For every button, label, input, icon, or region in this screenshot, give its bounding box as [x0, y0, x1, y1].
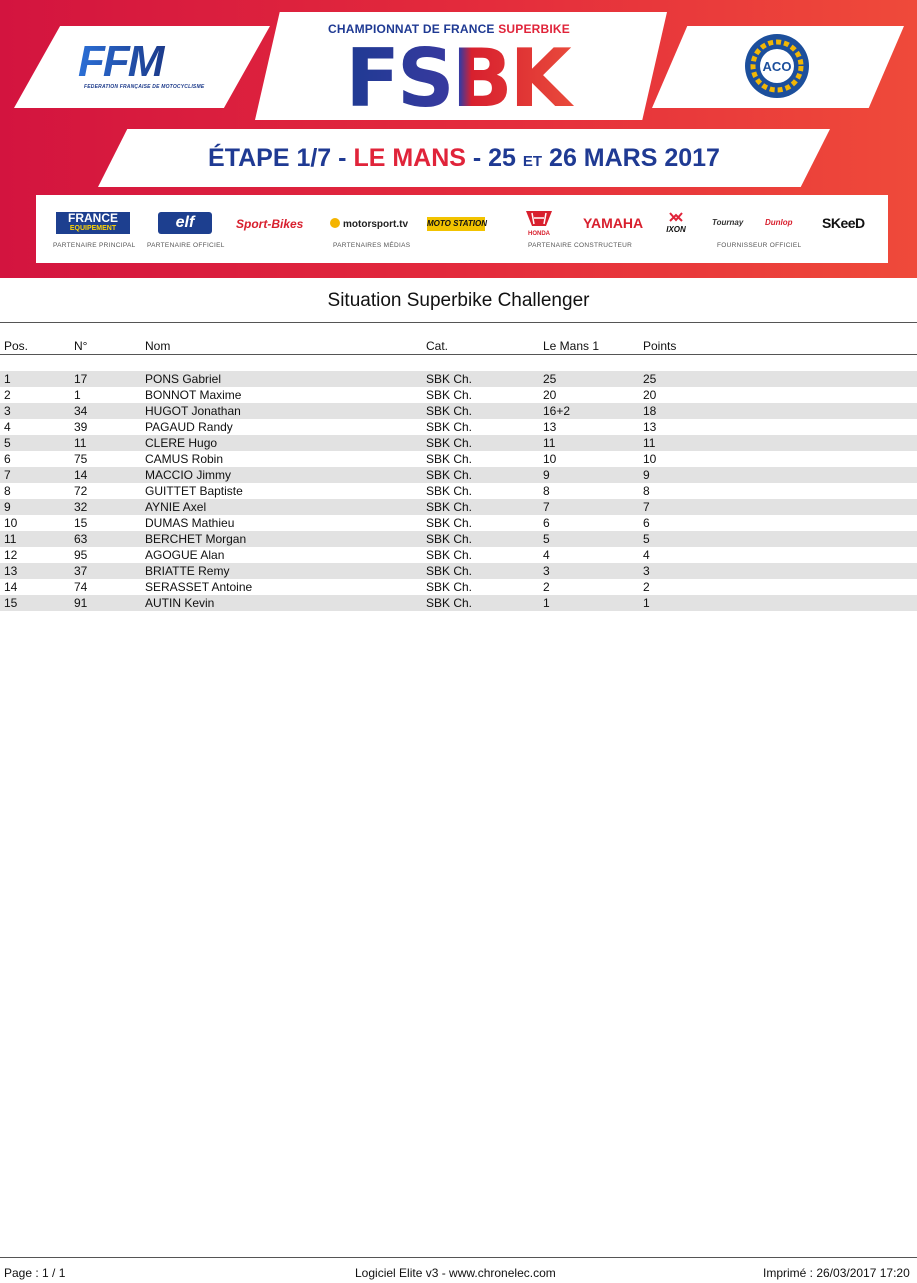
caption-medias: PARTENAIRES MÉDIAS [333, 242, 411, 249]
cell-points: 25 [643, 372, 657, 386]
cell-number: 11 [74, 436, 87, 450]
cell-points: 10 [643, 452, 657, 466]
cell-name: AYNIE Axel [145, 500, 207, 514]
cell-number: 14 [74, 468, 88, 482]
ixon-logo-text: IXON [666, 225, 686, 234]
cell-pos: 10 [4, 516, 18, 530]
moto-station-logo: MOTO STATION [427, 217, 485, 231]
cell-le-mans-1: 16+2 [543, 404, 571, 418]
skeed-logo: SKeeD [822, 215, 865, 231]
footer-printed: Imprimé : 26/03/2017 17:20 [763, 1266, 910, 1280]
cell-le-mans-1: 6 [543, 516, 550, 530]
cell-category: SBK Ch. [426, 420, 473, 434]
cell-category: SBK Ch. [426, 580, 473, 594]
cell-pos: 11 [4, 532, 17, 546]
cell-pos: 3 [4, 404, 11, 418]
table-row [0, 403, 917, 419]
cell-pos: 13 [4, 564, 18, 578]
cell-le-mans-1: 20 [543, 388, 557, 402]
cell-points: 3 [643, 564, 650, 578]
honda-logo-text: HONDA [528, 231, 550, 237]
cell-number: 37 [74, 564, 88, 578]
caption-constructeur: PARTENAIRE CONSTRUCTEUR [528, 242, 633, 249]
cell-pos: 9 [4, 500, 11, 514]
cell-points: 20 [643, 388, 657, 402]
cell-points: 9 [643, 468, 650, 482]
page-title: Situation Superbike Challenger [327, 290, 590, 311]
cell-le-mans-1: 13 [543, 420, 557, 434]
championship-highlight: SUPERBIKE [498, 22, 571, 36]
cell-name: AUTIN Kevin [145, 596, 215, 610]
cell-points: 4 [643, 548, 650, 562]
cell-points: 2 [643, 580, 650, 594]
cell-name: BERCHET Morgan [145, 532, 247, 546]
cell-number: 15 [74, 516, 88, 530]
cell-le-mans-1: 2 [543, 580, 550, 594]
cell-number: 91 [74, 596, 88, 610]
event-banner [0, 0, 917, 278]
cell-points: 7 [643, 500, 650, 514]
elf-logo: elf [158, 212, 212, 234]
cell-le-mans-1: 4 [543, 548, 550, 562]
france-equipement-logo [56, 212, 130, 234]
fsbk-logo [326, 36, 588, 110]
cell-le-mans-1: 1 [543, 596, 550, 610]
championship-title [328, 22, 570, 36]
cell-number: 1 [74, 388, 81, 402]
header-points: Points [643, 339, 677, 353]
cell-le-mans-1: 3 [543, 564, 550, 578]
cell-pos: 2 [4, 388, 11, 402]
table-row [0, 499, 917, 515]
header-rule [0, 354, 917, 355]
france-equipement-sub: EQUIPEMENT [69, 225, 117, 232]
dunlop-logo: Dunlop [765, 218, 793, 227]
cell-name: PAGAUD Randy [145, 420, 233, 434]
table-row [0, 371, 917, 387]
cell-number: 74 [74, 580, 88, 594]
cell-name: CLERE Hugo [145, 436, 218, 450]
cell-name: AGOGUE Alan [145, 548, 225, 562]
cell-name: BONNOT Maxime [145, 388, 242, 402]
ffm-logo [76, 40, 212, 82]
caption-officiel: PARTENAIRE OFFICIEL [147, 242, 225, 249]
stage-city: LE MANS [353, 144, 466, 172]
footer-rule [0, 1257, 917, 1258]
caption-fournisseur: FOURNISSEUR OFFICIEL [717, 242, 802, 249]
yamaha-logo: YAMAHA [583, 215, 644, 231]
table-row [0, 579, 917, 595]
cell-category: SBK Ch. [426, 404, 473, 418]
cell-number: 32 [74, 500, 88, 514]
cell-number: 17 [74, 372, 88, 386]
cell-points: 5 [643, 532, 650, 546]
cell-pos: 1 [4, 372, 11, 386]
cell-category: SBK Ch. [426, 388, 473, 402]
cell-points: 1 [643, 596, 650, 610]
cell-number: 63 [74, 532, 88, 546]
cell-category: SBK Ch. [426, 500, 473, 514]
stage-dates-b: 26 MARS 2017 [542, 144, 720, 172]
france-equipement-text: FRANCE [68, 211, 118, 225]
header-number: N° [74, 339, 88, 353]
stage-et: ET [522, 153, 543, 170]
cell-pos: 14 [4, 580, 18, 594]
title-rule [0, 322, 917, 323]
cell-pos: 7 [4, 468, 11, 482]
cell-points: 11 [643, 436, 656, 450]
cell-category: SBK Ch. [426, 436, 473, 450]
footer-software: Logiciel Elite v3 - www.chronelec.com [355, 1266, 556, 1280]
stage-prefix: ÉTAPE 1/7 - [208, 144, 354, 172]
cell-number: 72 [74, 484, 88, 498]
table-row [0, 515, 917, 531]
cell-le-mans-1: 9 [543, 468, 550, 482]
cell-name: CAMUS Robin [145, 452, 224, 466]
aco-logo-text: ACO [762, 59, 792, 74]
table-row [0, 547, 917, 563]
table-row [0, 483, 917, 499]
table-row [0, 419, 917, 435]
cell-pos: 15 [4, 596, 18, 610]
cell-pos: 12 [4, 548, 18, 562]
tournay-logo: Tournay [712, 218, 744, 227]
cell-points: 18 [643, 404, 657, 418]
cell-le-mans-1: 5 [543, 532, 550, 546]
motorsport-tv-text: motorsport.tv [343, 219, 408, 230]
cell-le-mans-1: 8 [543, 484, 550, 498]
table-row [0, 595, 917, 611]
cell-number: 75 [74, 452, 88, 466]
cell-number: 34 [74, 404, 88, 418]
aco-logo [744, 33, 810, 99]
cell-category: SBK Ch. [426, 548, 473, 562]
cell-name: SERASSET Antoine [145, 580, 253, 594]
championship-prefix: CHAMPIONNAT DE FRANCE [328, 22, 499, 36]
cell-le-mans-1: 7 [543, 500, 550, 514]
table-row [0, 435, 917, 451]
cell-points: 8 [643, 484, 650, 498]
cell-points: 13 [643, 420, 657, 434]
cell-name: DUMAS Mathieu [145, 516, 235, 530]
cell-points: 6 [643, 516, 650, 530]
cell-pos: 4 [4, 420, 11, 434]
motorsport-tv-logo [330, 218, 408, 230]
cell-category: SBK Ch. [426, 372, 473, 386]
cell-name: BRIATTE Remy [145, 564, 230, 578]
footer-page: Page : 1 / 1 [4, 1266, 66, 1280]
fsbk-logo-text: FSBK [345, 36, 569, 110]
cell-category: SBK Ch. [426, 452, 473, 466]
cell-name: MACCIO Jimmy [145, 468, 231, 482]
cell-category: SBK Ch. [426, 516, 473, 530]
caption-principal: PARTENAIRE PRINCIPAL [53, 242, 136, 249]
motorsport-tv-icon [330, 218, 340, 228]
header-name: Nom [145, 339, 171, 353]
cell-name: GUITTET Baptiste [145, 484, 243, 498]
cell-category: SBK Ch. [426, 484, 473, 498]
ixon-logo [656, 212, 696, 234]
table-row [0, 563, 917, 579]
cell-name: PONS Gabriel [145, 372, 222, 386]
ffm-subtitle: FEDERATION FRANÇAISE DE MOTOCYCLISME [84, 84, 205, 90]
cell-category: SBK Ch. [426, 532, 473, 546]
cell-pos: 5 [4, 436, 11, 450]
header-category: Cat. [426, 339, 449, 353]
cell-number: 39 [74, 420, 88, 434]
cell-le-mans-1: 25 [543, 372, 557, 386]
cell-category: SBK Ch. [426, 596, 473, 610]
stage-title [98, 129, 830, 187]
sport-bikes-logo: Sport-Bikes [236, 217, 304, 231]
cell-number: 95 [74, 548, 88, 562]
cell-pos: 6 [4, 452, 11, 466]
cell-category: SBK Ch. [426, 468, 473, 482]
stage-dates-a: - 25 [465, 144, 523, 172]
header-le-mans-1: Le Mans 1 [543, 339, 600, 353]
standings-table [0, 371, 917, 611]
table-row [0, 451, 917, 467]
header-pos: Pos. [4, 339, 29, 353]
cell-pos: 8 [4, 484, 11, 498]
cell-category: SBK Ch. [426, 564, 473, 578]
table-row [0, 387, 917, 403]
table-row [0, 531, 917, 547]
cell-le-mans-1: 11 [543, 436, 556, 450]
ffm-logo-text: FFM [78, 40, 163, 82]
honda-logo [522, 209, 556, 237]
table-row [0, 467, 917, 483]
cell-le-mans-1: 10 [543, 452, 557, 466]
cell-name: HUGOT Jonathan [145, 404, 241, 418]
